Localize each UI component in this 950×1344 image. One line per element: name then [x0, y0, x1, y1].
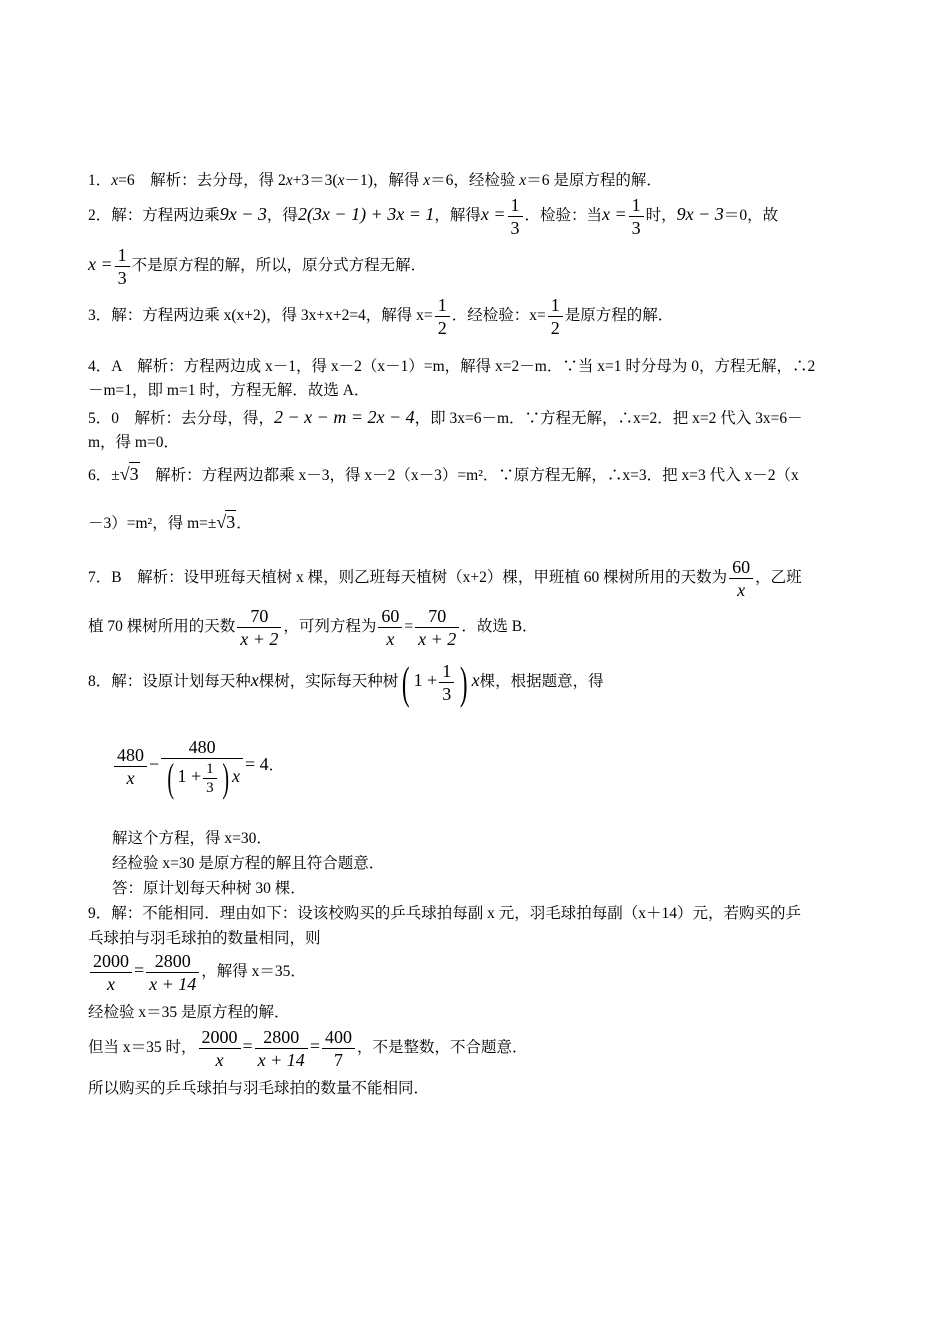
item-8-step-1: 解这个方程，得 x=30． [112, 830, 272, 847]
item-2-line-1: 2．解：方程两边乘9x − 3，得2(3x − 1) + 3x = 1，解得x = $\frac{1}{3}$ ．检验：当x = $\frac{1}{3}$ 时，9x − 3＝0，故 [88, 195, 779, 238]
item-6-line-1: 6．±√3 解析：方程两边都乘 x－3，得 x－2（x－3）=m²．∵原方程无解，∴x=3．把 x=3 代入 x－2（x [88, 464, 799, 484]
item-9-but: 但当 x＝35 时， $\frac{2000}{x}$ = $\frac{2800}{x + 14}$ = $\frac{400}{7}$ ，不是整数，不合题意． [88, 1027, 528, 1070]
item-3: 3．解：方程两边乘 x(x+2)，得 3x+x+2=4，解得 x= $\frac{1}{2}$ ．经检验：x= $\frac{1}{2}$ 是原方程的解． [88, 295, 674, 338]
item-4-line-1: 4．A 解析：方程两边成 x－1，得 x－2（x－1）=m，解得 x=2－m．∵当 x=1 时分母为 0，方程无解，∴2 [88, 358, 816, 375]
item-8-line-1: 8．解：设原计划每天种x棵树，实际每天种树( 1 + $\frac{1}{3}$ ) x棵，根据题意，得 [88, 656, 604, 708]
item-7-line-1: 7．B 解析：设甲班每天植树 x 棵，则乙班每天植树（x+2）棵，甲班植 60 棵树所用的天数为 $\frac{60}{x}$ ，乙班 [88, 557, 802, 600]
item-8-answer: 答：原计划每天种树 30 棵． [112, 880, 306, 897]
item-9-line-1: 9．解：不能相同．理由如下：设该校购买的乒乓球拍每副 x 元，羽毛球拍每副（x＋14）元，若购买的乒 [88, 905, 802, 922]
item-7-line-2: 植 70 棵树所用的天数 $\frac{70}{x + 2}$ ，可列方程为 $\frac{60}{x}$ = $\frac{70}{x + 2}$ ．故选 B． [88, 606, 538, 649]
item-9-conclusion: 所以购买的乒乓球拍与羽毛球拍的数量不能相同． [88, 1080, 430, 1097]
item-8-step-2: 经检验 x=30 是原方程的解且符合题意． [112, 855, 385, 872]
item-5-line-2: m，得 m=0． [88, 434, 179, 451]
item-1: 1．x=6 解析：去分母，得 2x+3＝3(x－1)，解得 x＝6，经检验 x＝6 是原方程的解． [88, 172, 662, 189]
item-9-line-2: 乓球拍与羽毛球拍的数量相同，则 [88, 930, 321, 947]
item-8-equation: $\frac{480}{x}$ − 480 ( 1 + $\frac{1}{3}$ ) x = 4． [112, 736, 870, 797]
item-5-line-1: 5．0 解析：去分母，得，2 − x − m = 2x − 4，即 3x=6－m．∵方程无解，∴x=2．把 x=2 代入 3x=6－ [88, 407, 803, 427]
item-6-line-2: －3）=m²，得 m=±√3． [88, 512, 252, 532]
item-2-line-2: x = $\frac{1}{3}$ 不是原方程的解，所以，原分式方程无解． [88, 245, 427, 288]
item-4-line-2: －m=1，即 m=1 时，方程无解．故选 A． [88, 382, 370, 399]
item-9-equation: $\frac{2000}{x}$ = $\frac{2800}{x + 14}$ ，解得 x＝35． [88, 950, 870, 995]
item-9-check: 经检验 x＝35 是原方程的解． [88, 1004, 290, 1021]
